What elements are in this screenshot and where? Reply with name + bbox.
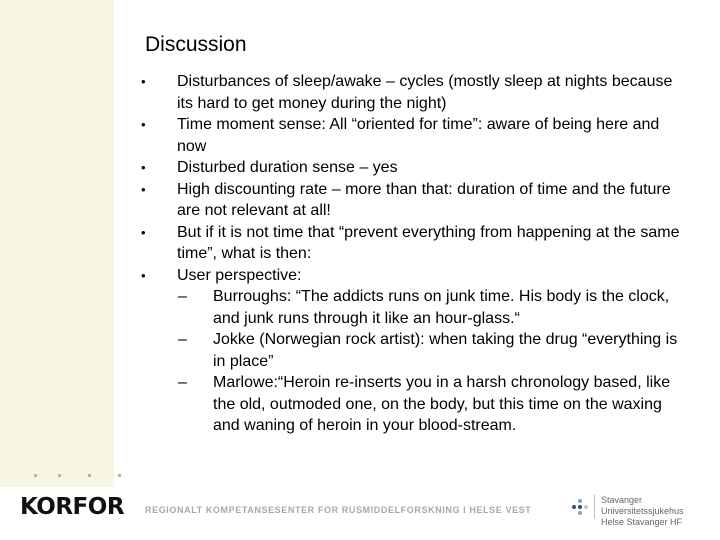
footer-divider <box>594 495 595 519</box>
sub-bullet-text: Jokke (Norwegian rock artist): when taking the drug “everything is in place” <box>213 331 678 370</box>
dash-marker: – <box>178 288 187 305</box>
hospital-logo-icon <box>570 497 590 517</box>
slide-content <box>141 71 681 437</box>
sub-bullet-text: Burroughs: “The addicts runs on junk time. His body is the clock, and junk runs through it like an hour-glass.“ <box>213 288 670 327</box>
bullet-item <box>141 222 681 265</box>
hospital-name-line2: Helse Stavanger HF <box>601 517 683 527</box>
sub-bullet-item <box>141 329 681 372</box>
bullet-marker: • <box>141 224 146 240</box>
bullet-text: Disturbances of sleep/awake – cycles (mostly sleep at nights because its hard to get money during the night) <box>177 73 673 112</box>
bullet-item <box>141 114 681 157</box>
dash-marker: – <box>178 331 187 348</box>
bullet-item <box>141 157 681 179</box>
dot <box>58 474 61 477</box>
bullet-marker: • <box>141 74 146 89</box>
left-sidebar-panel <box>0 0 114 487</box>
dash-marker: – <box>178 374 187 391</box>
bullet-marker: • <box>141 267 146 283</box>
hospital-name <box>601 495 720 528</box>
dot <box>572 505 576 509</box>
bullet-text: Time moment sense: All “oriented for time”: aware of being here and now <box>177 116 660 155</box>
dot <box>578 511 582 515</box>
dot <box>34 474 37 477</box>
bullet-text: But if it is not time that “prevent everything from happening at the same time”, what is then: <box>177 223 680 262</box>
bullet-item <box>141 265 681 287</box>
dot <box>118 474 121 477</box>
bullet-marker: • <box>141 181 146 197</box>
dot <box>578 505 582 509</box>
korfor-logo <box>20 494 124 520</box>
bullet-item <box>141 179 681 222</box>
logo-text: KORFOR <box>20 494 125 520</box>
slide-title: Discussion <box>145 33 247 56</box>
dot <box>88 474 91 477</box>
bullet-item <box>141 71 681 114</box>
sub-bullet-item <box>141 286 681 329</box>
bullet-marker: • <box>141 160 146 175</box>
bullet-text: Disturbed duration sense – yes <box>177 159 398 176</box>
dot <box>584 505 588 509</box>
bullet-text: High discounting rate – more than that: duration of time and the future are not relevant at all! <box>177 180 671 219</box>
bullet-marker: • <box>141 117 146 132</box>
decorative-dots <box>34 474 134 480</box>
dot <box>578 499 582 503</box>
hospital-name-line1: Stavanger Universitetssjukehus <box>601 495 684 516</box>
bullet-text: User perspective: <box>177 266 302 284</box>
footer-organization-text: REGIONALT KOMPETANSESENTER FOR RUSMIDDELFORSKNING I HELSE VEST <box>145 505 532 515</box>
sub-bullet-text: Marlowe:“Heroin re-inserts you in a harsh chronology based, like the old, outmoded one, on the body, but this time on the waxing and waning of heroin in your blood-stream. <box>213 374 671 434</box>
sub-bullet-item <box>141 372 681 437</box>
sub-list <box>141 286 681 437</box>
